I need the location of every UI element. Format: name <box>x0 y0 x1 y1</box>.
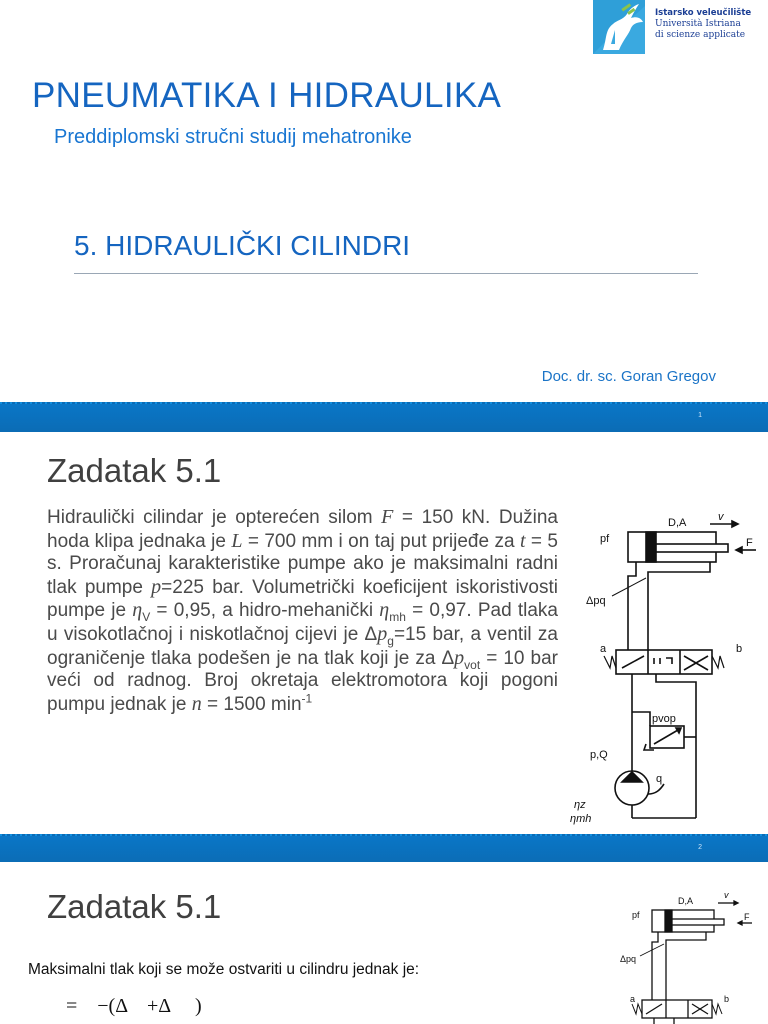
slide-footer-bar <box>0 834 768 864</box>
chapter-title: 5. HIDRAULIČKI CILINDRI <box>74 230 411 261</box>
logo-text <box>655 8 751 41</box>
label-dpq: Δpq <box>586 595 606 607</box>
label-pf: pf <box>632 910 640 920</box>
label-b: b <box>736 643 743 655</box>
page-number: 1 <box>698 412 702 419</box>
title-slide <box>0 0 768 402</box>
author-name: Doc. dr. sc. Goran Gregov <box>541 368 716 385</box>
task-slide <box>0 432 768 834</box>
goat-logo-icon <box>593 0 645 54</box>
slide-heading: Zadatak 5.1 <box>47 452 222 489</box>
label-F: F <box>744 912 750 922</box>
label-a: a <box>630 994 636 1004</box>
label-DA: D,A <box>668 517 687 529</box>
course-subtitle: Preddiplomski stručni studij mehatronike <box>54 126 412 148</box>
label-etaz: ηz <box>574 799 586 811</box>
label-pvop: pvop <box>652 713 676 725</box>
label-etamh: ηmh <box>570 813 592 825</box>
label-q: q <box>656 773 663 785</box>
logo-line-3: di scienze applicate <box>655 30 746 40</box>
institution-logo <box>593 0 768 56</box>
page-number: 2 <box>698 844 702 851</box>
course-title: PNEUMATIKA I HIDRAULIKA <box>32 76 502 115</box>
hydraulic-circuit-diagram-small <box>620 890 768 1024</box>
label-pQ: p,Q <box>590 749 608 761</box>
logo-line-2: Università Istriana <box>655 19 741 29</box>
divider <box>74 273 698 274</box>
label-F: F <box>746 537 753 549</box>
label-DA: D,A <box>678 896 694 906</box>
task-text: Hidraulički cilindar je opterećen silom F = 150 kN. Dužina hoda klipa jednaka je L = 700 mm i on taj put prijeđe za t = 5 s. Proračunaj karakteristike pumpe ako je maksimalni radni tlak pumpe p=225 bar. Volumetrički koeficijent iskoristivosti pumpe je $\eta_V = 0,95$, a hidro-mehanički $\eta_{mh} = 0,97$. Pad tlaka u visokotlačnoj i niskotlačnoj cijevi je $\Delta p_g=15$ bar, a ventil za ograničenje tlaka podešen je na tlak koji je za $\Delta p_{vot} = 10$ bar veći od radnog. Broj okretaja elektromotora koji pogoni pumpu jednak je n = 1500 $\min^{-1}$ <box>47 506 558 715</box>
pressure-formula: = −(Δ +Δ ) <box>66 995 202 1017</box>
solution-intro: Maksimalni tlak koji se može ostvariti u cilindru jednak je: <box>28 961 420 978</box>
slide-footer-bar <box>0 402 768 432</box>
logo-line-1: Istarsko veleučilište <box>655 8 752 18</box>
label-pf: pf <box>600 533 610 545</box>
label-a: a <box>600 643 607 655</box>
label-b: b <box>724 994 730 1004</box>
hydraulic-circuit-diagram <box>560 512 768 832</box>
label-dpq: Δpq <box>620 954 637 964</box>
label-v: v <box>724 890 729 900</box>
slide-heading: Zadatak 5.1 <box>47 888 222 925</box>
solution-slide <box>0 862 768 1024</box>
label-v: v <box>718 512 724 523</box>
